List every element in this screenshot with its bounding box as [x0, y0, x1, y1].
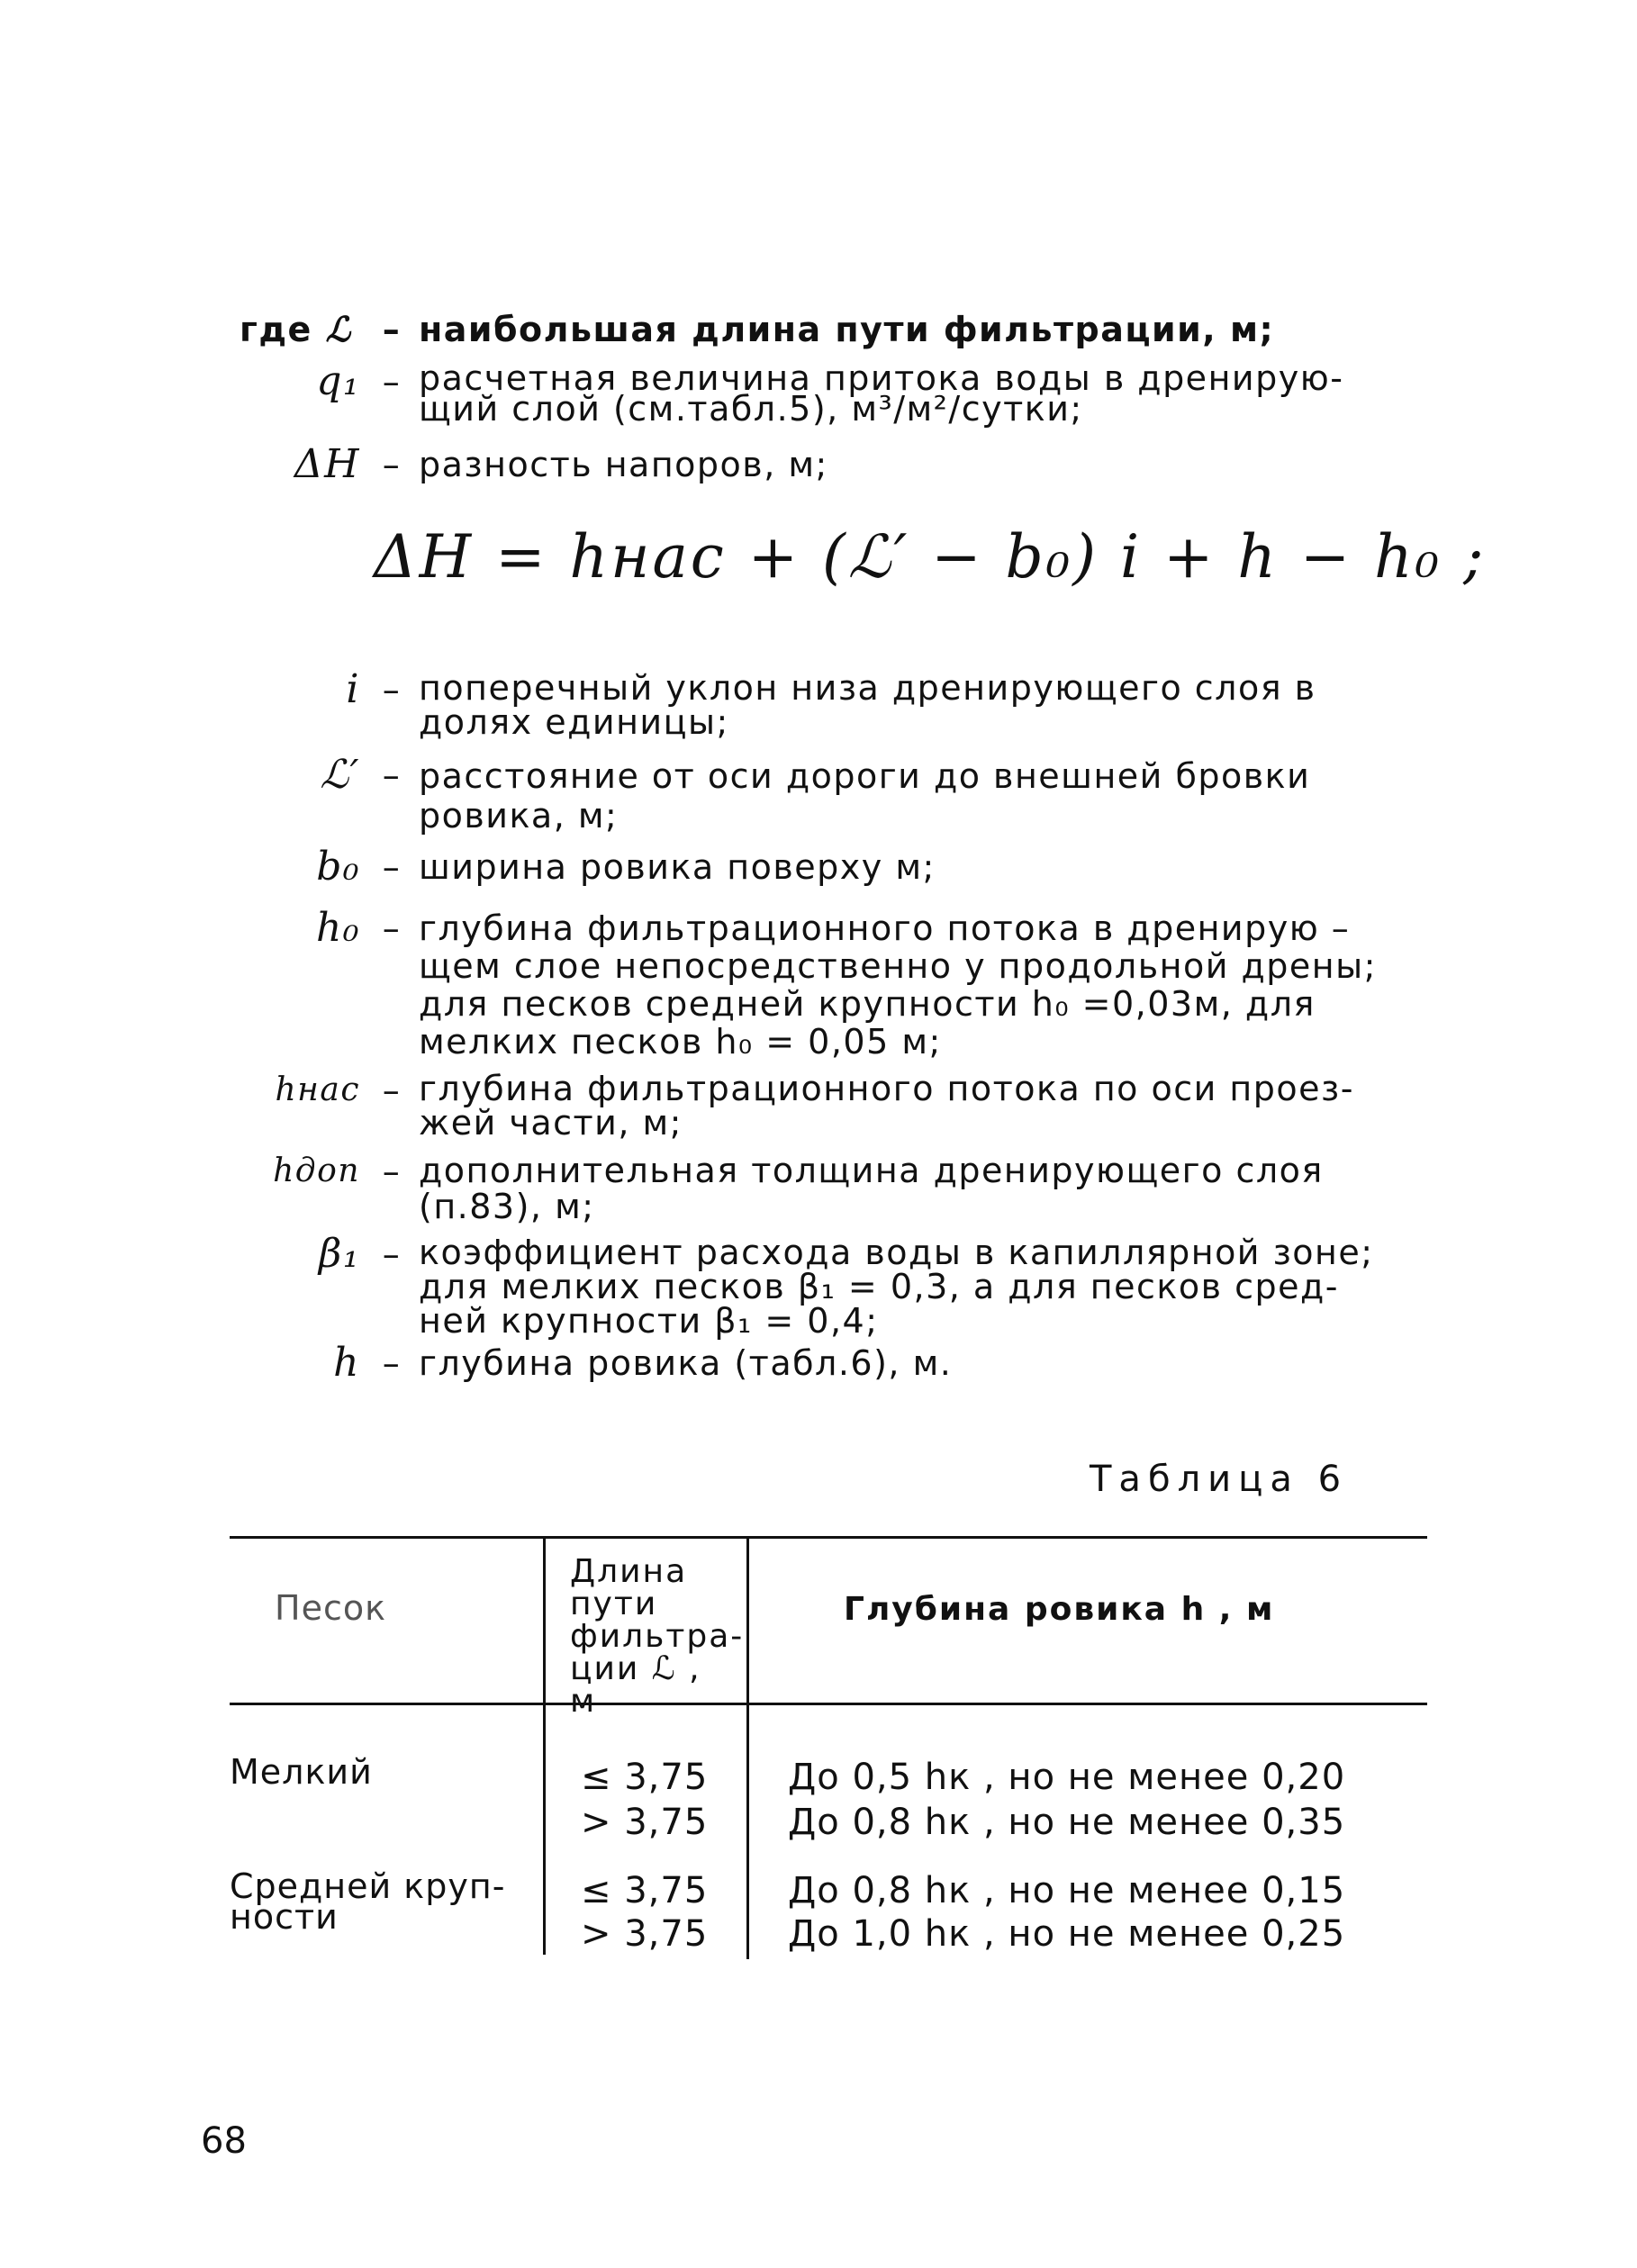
- definition-symbol: q₁: [316, 358, 360, 404]
- definition-symbol: hдоп: [273, 1152, 360, 1189]
- definition-dash: –: [382, 755, 402, 795]
- definition-dash: –: [382, 445, 402, 484]
- table-col-divider-2: [746, 1536, 749, 1959]
- definition-dash: –: [382, 1152, 402, 1191]
- definition-dash: –: [382, 1343, 402, 1383]
- definition-dash: –: [382, 1234, 402, 1274]
- row-depth: До 0,8 hк , но не менее 0,15: [788, 1870, 1346, 1911]
- row-length: > 3,75: [581, 1802, 709, 1843]
- definition-text: глубина ровика (табл.6), м.: [419, 1343, 953, 1383]
- row-length: > 3,75: [581, 1913, 709, 1955]
- definition-text: ширина ровика поверху м;: [419, 847, 936, 887]
- definition-symbol: h₀: [316, 905, 360, 951]
- definition-symbol: i: [346, 666, 360, 712]
- definition-dash: –: [382, 908, 402, 948]
- row-length: ≤ 3,75: [581, 1870, 709, 1911]
- definition-symbol: h: [333, 1340, 360, 1386]
- definition-text: поперечный уклон низа дренирующего слоя в долях единицы;: [419, 668, 1316, 742]
- row-depth: До 1,0 hк , но не менее 0,25: [788, 1913, 1346, 1955]
- header-depth: Глубина ровика h , м: [844, 1591, 1275, 1628]
- definition-text: глубина фильтрационного потока в дренирую – щем слое непосредственно у продольной дрены; для песков средней крупности h₀ =0,03м, для мелких песков h₀ = 0,05 м;: [419, 908, 1377, 1062]
- definition-text: глубина фильтрационного потока по оси проез- жей части, м;: [419, 1069, 1354, 1143]
- definition-text: коэффициент расхода воды в капиллярной зоне; для мелких песков β₁ = 0,3, а для песков сред- ней крупности β₁ = 0,4;: [419, 1233, 1374, 1341]
- definition-dash: –: [382, 310, 402, 349]
- definition-lead: где ℒ: [240, 309, 352, 349]
- row-sand-medium: Средней круп- ности: [230, 1866, 506, 1937]
- table-caption: Таблица 6: [1090, 1459, 1349, 1500]
- definition-dash: –: [382, 1071, 402, 1110]
- definition-dash: –: [382, 362, 402, 402]
- row-sand-fine: Мелкий: [230, 1752, 373, 1792]
- definition-text: расстояние от оси дороги до внешней бровки ровика, м;: [419, 756, 1311, 836]
- definition-text: дополнительная толщина дренирующего слоя (п.83), м;: [419, 1151, 1324, 1226]
- definition-symbol: ℒ′: [320, 752, 360, 798]
- definition-text: наибольшая длина пути фильтрации, м;: [419, 310, 1275, 349]
- definition-symbol: β₁: [318, 1231, 360, 1277]
- definition-dash: –: [382, 670, 402, 709]
- definition-text: разность напоров, м;: [419, 445, 828, 484]
- row-length: ≤ 3,75: [581, 1757, 709, 1798]
- table-header-rule: [230, 1703, 1427, 1705]
- table-col-divider-1: [543, 1536, 546, 1955]
- row-depth: До 0,8 hк , но не менее 0,35: [788, 1802, 1346, 1843]
- definition-symbol: hнас: [275, 1071, 360, 1108]
- sand-depth-table: [230, 1536, 1427, 1959]
- page-number: 68: [201, 2120, 247, 2162]
- header-sand: Песок: [275, 1588, 387, 1628]
- definition-symbol: b₀: [316, 844, 360, 890]
- table-top-rule: [230, 1536, 1427, 1539]
- definition-symbol: ΔH: [294, 441, 360, 487]
- delta-h-formula: ΔH = hнас + (ℒ′ − b₀) i + h − h₀ ;: [374, 522, 1487, 592]
- definition-text: расчетная величина притока воды в дренирую- щий слой (см.табл.5), м³/м²/сутки;: [419, 358, 1344, 429]
- header-length: Длина пути фильтра- ции ℒ , м: [570, 1553, 745, 1720]
- definition-dash: –: [382, 847, 402, 887]
- row-depth: До 0,5 hк , но не менее 0,20: [788, 1757, 1346, 1798]
